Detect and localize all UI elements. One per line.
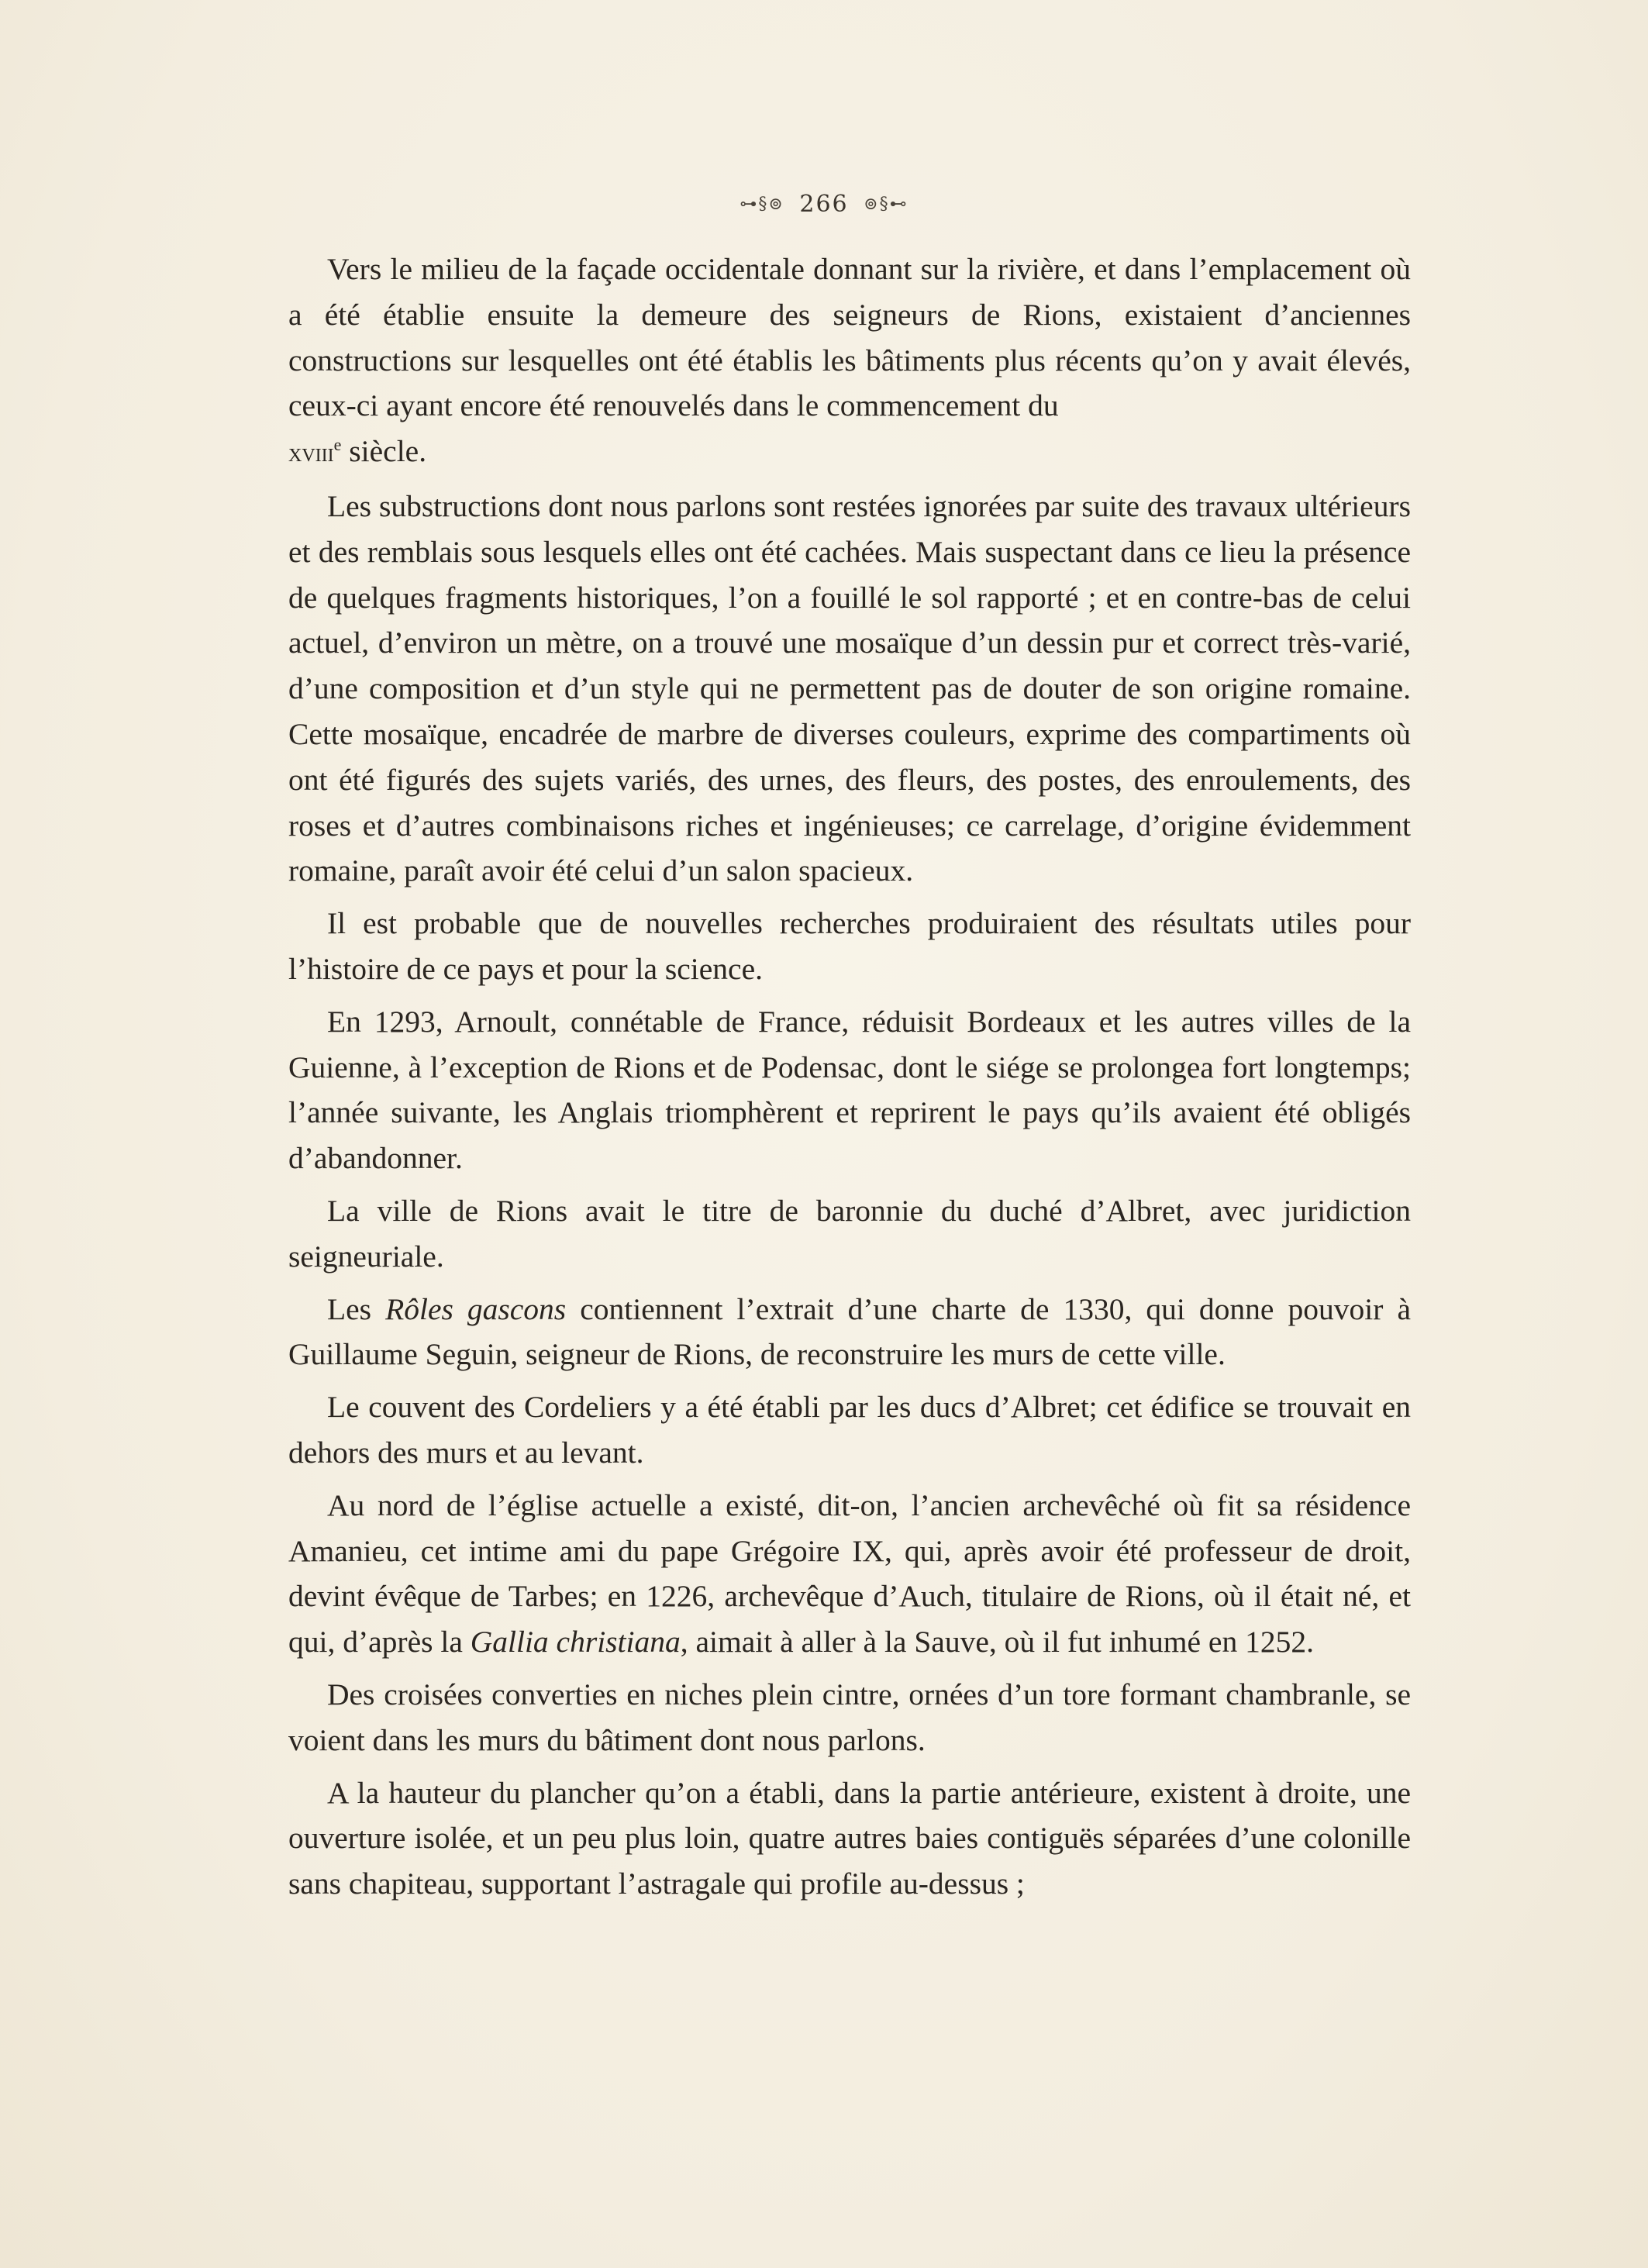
paragraph-century: [288, 429, 1411, 477]
roles-before: Les: [327, 1291, 386, 1326]
roles-after: contiennent l’extrait d’une charte de 1330, qui donne pouvoir à Guillaume Seguin, seigneur de Rions, de reconstruire les murs de cette ville.: [288, 1291, 1411, 1372]
archeveche-before: Au nord de l’église actuelle a existé, dit-on, l’ancien archevêché où fit sa résidence Amanieu, cet intime ami du pape Grégoire IX, qui, après avoir été professeur de droit, devint évêque de Tarbes; en 1226, archevêque d’Auch, titulaire de Rions, où il était né, et qui, d’après la: [288, 1487, 1411, 1660]
archeveche-after: , aimait à aller à la Sauve, où il fut inhumé en 1252.: [680, 1625, 1314, 1660]
paragraph-facade: Vers le milieu de la façade occidentale donnant sur la rivière, et dans l’emplacement où a été établie ensuite la demeure des seigneurs de Rions, existaient d’anciennes constructions sur lesquelles ont été établis les bâtiments plus récents qu’on y avait élevés, ceux-ci ayant encore été renouvelés dans le commencement du: [288, 252, 1411, 423]
left-ornament-icon: ⊶§⊚: [740, 195, 784, 214]
paragraph-substructions: Les substructions dont nous parlons sont restées ignorées par suite des travaux ultérieurs et des remblais sous lesquels elles ont été cachées. Mais suspectant dans ce lieu la présence de quelques fragments historiques, l’on a fouillé le sol rapporté ; et en contre-bas de celui actuel, d’environ un mètre, on a trouvé une mosaïque d’un dessin pur et correct très-varié, d’une composition et d’un style qui ne permettent pas de douter de son origine romaine. Cette mosaïque, encadrée de marbre de diverses couleurs, exprime des compartiments où ont été figurés des sujets variés, des urnes, des fleurs, des postes, des enroulements, des roses et d’autres combinaisons riches et ingénieuses; ce carrelage, d’origine évidemment romaine, paraît avoir été celui d’un salon spacieux.: [288, 488, 1411, 888]
paragraph-barony: La ville de Rions avait le titre de baronnie du duché d’Albret, avec juridiction seigneuriale.: [288, 1193, 1411, 1274]
gallia-title: Gallia christiana: [470, 1625, 681, 1660]
paragraph-croisees: Des croisées converties en niches plein cintre, ornées d’un tore formant chambranle, se voient dans les murs du bâtiment dont nous parlons.: [288, 1677, 1411, 1757]
right-ornament-icon: ⊚§⊷: [864, 195, 908, 214]
paragraph-archeveche: [288, 1483, 1411, 1665]
roles-title: Rôles gascons: [385, 1291, 567, 1326]
century-superscript: e: [333, 435, 342, 455]
paragraph-1293: En 1293, Arnoult, connétable de France, réduisit Bordeaux et les autres villes de la Guienne, à l’exception de Rions et de Podensac, dont le siége se prolongea fort longtemps; l’année suivante, les Anglais triomphèrent et reprirent le pays qu’ils avaient été obligés d’abandonner.: [288, 1004, 1411, 1176]
century-numeral: xviii: [288, 439, 334, 468]
body-text: [288, 246, 1411, 1914]
page-header: [0, 191, 1648, 218]
paragraph-roles-gascons: [288, 1287, 1411, 1378]
page-number: 266: [799, 191, 849, 218]
century-text: siècle.: [341, 434, 427, 469]
paragraph-cordeliers: Le couvent des Cordeliers y a été établi par les ducs d’Albret; cet édifice se trouvait en dehors des murs et au levant.: [288, 1390, 1411, 1470]
paragraph-plancher: A la hauteur du plancher qu’on a établi, dans la partie antérieure, existent à droite, une ouverture isolée, et un peu plus loin, quatre autres baies contiguës séparées d’une colonille sans chapiteau, supportant l’astragale qui profile au-dessus ;: [288, 1775, 1411, 1901]
paragraph-research: Il est probable que de nouvelles recherches produiraient des résultats utiles pour l’histoire de ce pays et pour la science.: [288, 906, 1411, 986]
